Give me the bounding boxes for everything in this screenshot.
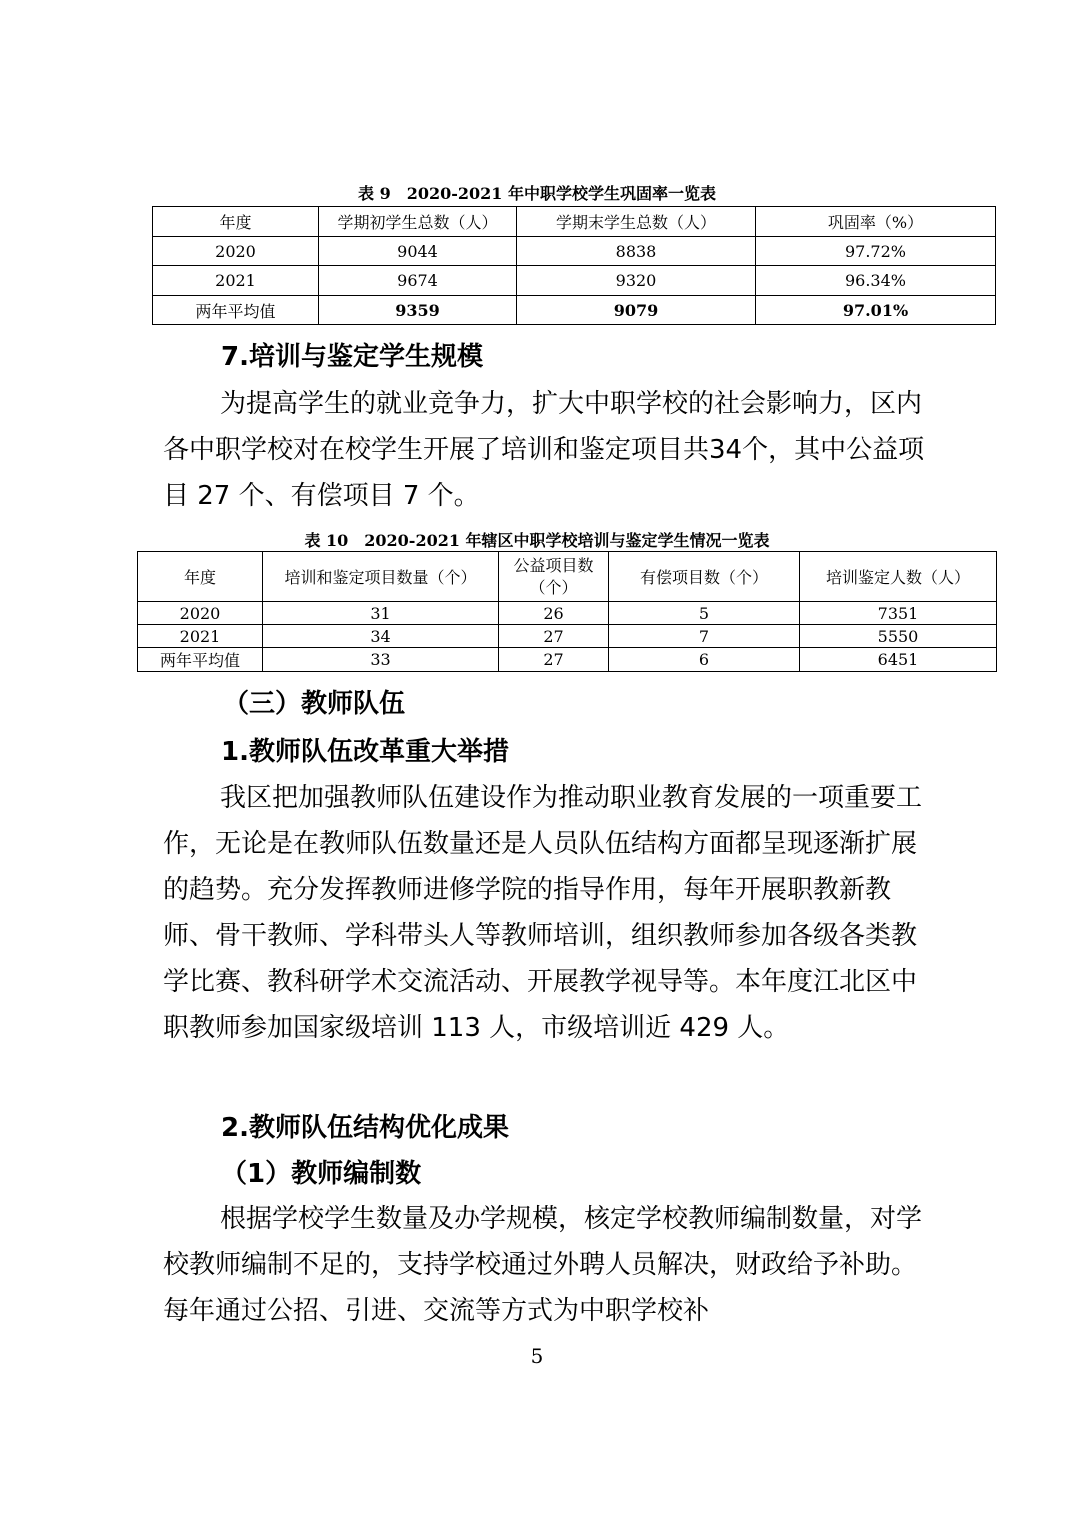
table9-header-cell: 年度 [153, 207, 319, 237]
table-cell: 27 [499, 625, 609, 648]
table-cell: 8838 [517, 237, 756, 266]
table-cell: 9359 [319, 296, 517, 325]
table-cell: 7 [609, 625, 800, 648]
table-cell: 9044 [319, 237, 517, 266]
sub2-1-heading: （1）教师编制数 [221, 1159, 422, 1189]
table9 [152, 206, 996, 325]
table-row [153, 266, 996, 296]
table-row [153, 237, 996, 266]
sub1-paragraph: 我区把加强教师队伍建设作为推动职业教育发展的一项重要工作，无论是在教师队伍数量还是人员队伍结构方面都呈现逐渐扩展的趋势。充分发挥教师进修学院的指导作用，每年开展职教新教师、骨干教师、学科带头人等教师培训，组织教师参加各级各类教学比赛、教科研学术交流活动、开展教学视导等。本年度江北区中职教师参加国家级培训 113 人，市级培训近 429 人。 [163, 783, 923, 1043]
table10-header-cell: 公益项目数（个） [499, 552, 609, 602]
table-cell: 34 [263, 625, 499, 648]
table9-header-cell: 巩固率（%） [756, 207, 996, 237]
table-cell: 两年平均值 [138, 648, 263, 672]
table-row [138, 625, 997, 648]
table9-header-row [153, 207, 996, 237]
section3-heading: （三）教师队伍 [223, 689, 406, 719]
table-cell: 9320 [517, 266, 756, 296]
table-cell: 两年平均值 [153, 296, 319, 325]
table10-header-cell: 培训和鉴定项目数量（个） [263, 552, 499, 602]
table-cell: 9079 [517, 296, 756, 325]
sub2-1-paragraph: 根据学校学生数量及办学规模，核定学校教师编制数量，对学校教师编制不足的，支持学校通过外聘人员解决，财政给予补助。每年通过公招、引进、交流等方式为中职学校补 [163, 1204, 923, 1326]
sub2-heading: 2.教师队伍结构优化成果 [221, 1113, 509, 1143]
table-cell: 2021 [138, 625, 263, 648]
section7-paragraph: 为提高学生的就业竞争力，扩大中职学校的社会影响力，区内各中职学校对在校学生开展了培训和鉴定项目共34个，其中公益项目 27 个、有偿项目 7 个。 [163, 389, 925, 511]
table-cell: 2020 [138, 602, 263, 625]
table-cell: 2020 [153, 237, 319, 266]
table-cell: 26 [499, 602, 609, 625]
table10-header-cell: 年度 [138, 552, 263, 602]
table-row [138, 602, 997, 625]
table-cell: 2021 [153, 266, 319, 296]
table10-header-cell: 有偿项目数（个） [609, 552, 800, 602]
table10-header-row [138, 552, 997, 602]
table-cell: 97.01% [756, 296, 996, 325]
table-cell: 97.72% [756, 237, 996, 266]
table-cell: 6 [609, 648, 800, 672]
table-cell: 96.34% [756, 266, 996, 296]
table-cell: 33 [263, 648, 499, 672]
page-number: 5 [530, 1344, 544, 1368]
table10 [137, 551, 997, 672]
table9-caption: 表 9 2020-2021 年中职学校学生巩固率一览表 [358, 184, 716, 203]
table-cell: 7351 [800, 602, 997, 625]
table9-header-cell: 学期末学生总数（人） [517, 207, 756, 237]
table-row-average [153, 296, 996, 325]
table-cell: 5550 [800, 625, 997, 648]
table-cell: 5 [609, 602, 800, 625]
table-cell: 31 [263, 602, 499, 625]
sub1-heading: 1.教师队伍改革重大举措 [221, 737, 509, 767]
table-cell: 9674 [319, 266, 517, 296]
table10-header-cell: 培训鉴定人数（人） [800, 552, 997, 602]
table9-header-cell: 学期初学生总数（人） [319, 207, 517, 237]
table-cell: 6451 [800, 648, 997, 672]
table10-caption: 表 10 2020-2021 年辖区中职学校培训与鉴定学生情况一览表 [304, 531, 770, 550]
table-cell: 27 [499, 648, 609, 672]
section7-heading: 7.培训与鉴定学生规模 [221, 342, 483, 372]
table-row [138, 648, 997, 672]
